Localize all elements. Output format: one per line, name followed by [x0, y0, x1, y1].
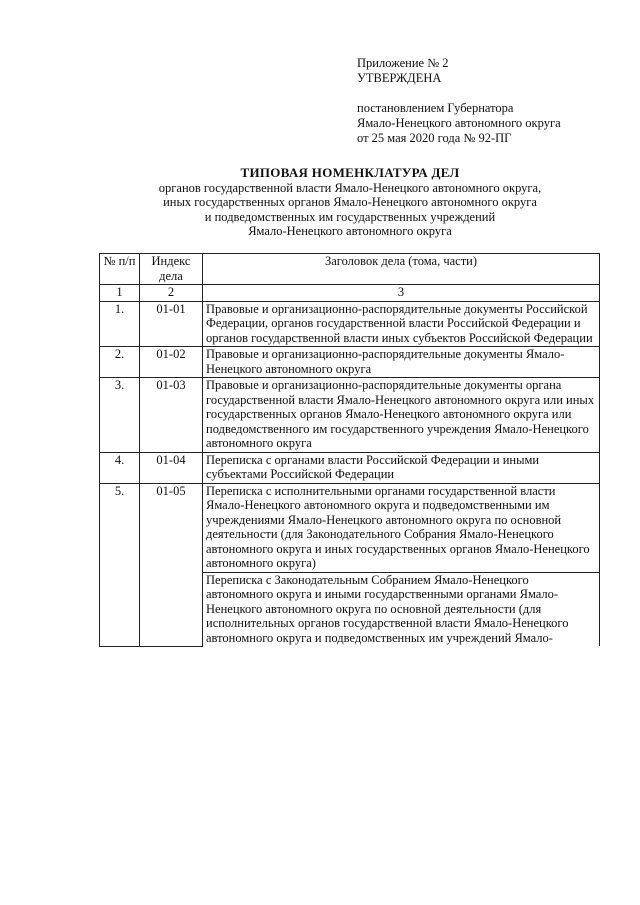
- table-row: [100, 301, 600, 347]
- row-num: 2.: [100, 347, 140, 378]
- row-index: 01-04: [140, 452, 203, 483]
- table-row: [100, 452, 600, 483]
- row-num: 3.: [100, 378, 140, 453]
- row-index: 01-01: [140, 301, 203, 347]
- column-number-row: [100, 285, 600, 302]
- row-heading: Переписка с исполнительными органами государственной власти Ямало-Ненецкого автономного округа и подведомственными им учреждениями Ямало-Ненецкого автономного округа по основной деятельности (для Законодательного Собрания Ямало-Ненецкого автономного округа и иных государственных органов Ямало-Ненецкого автономного округа): [203, 483, 600, 572]
- row-index: 01-03: [140, 378, 203, 453]
- table-row: [100, 378, 600, 453]
- title-subline-4: Ямало-Ненецкого автономного округа: [248, 224, 452, 238]
- table-row: [100, 347, 600, 378]
- row-index: 01-02: [140, 347, 203, 378]
- approval-stamp: [357, 56, 561, 146]
- column-number-2: 2: [140, 285, 203, 302]
- header-index: Индекс дела: [140, 254, 203, 285]
- row-heading: Правовые и организационно-распорядительные документы Российской Федерации, органов государственной власти Российской Федерации и органов государственной власти иных субъектов Российской Федерации: [203, 301, 600, 347]
- row-heading-alt: Переписка с Законодательным Собранием Ямало-Ненецкого автономного округа и иными государственными органами Ямало-Ненецкого автономного округа по основной деятельности (для исполнительных органов государственной власти Ямало-Ненецкого автономного округа и подведомственных им учреждений Ямало-: [203, 572, 600, 646]
- decree-date: от 25 мая 2020 года № 92-ПГ: [357, 131, 512, 145]
- decree-region: Ямало-Ненецкого автономного округа: [357, 116, 561, 130]
- row-num: 1.: [100, 301, 140, 347]
- row-heading: Правовые и организационно-распорядительные документы Ямало-Ненецкого автономного округа: [203, 347, 600, 378]
- appendix-number: Приложение № 2: [357, 56, 449, 70]
- row-num: 5.: [100, 483, 140, 646]
- row-num: 4.: [100, 452, 140, 483]
- row-heading: Правовые и организационно-распорядительные документы органа государственной власти Ямало-Ненецкого автономного округа или иных государственных органов Ямало-Ненецкого автономного округа или подведомственного им государственного учреждения Ямало-Ненецкого автономного округа: [203, 378, 600, 453]
- table-row: [100, 483, 600, 572]
- header-num: № п/п: [100, 254, 140, 285]
- title-subline-1: органов государственной власти Ямало-Ненецкого автономного округа,: [158, 180, 542, 195]
- column-number-3: 3: [203, 285, 600, 302]
- table-header-row: [100, 254, 600, 285]
- title-subline-2: иных государственных органов Ямало-Ненецкого автономного округа: [163, 195, 537, 209]
- decree-label: постановлением Губернатора: [357, 101, 514, 115]
- stamp-spacer: [357, 86, 561, 101]
- header-heading: Заголовок дела (тома, части): [203, 254, 600, 285]
- column-number-1: 1: [100, 285, 140, 302]
- nomenclature-table: [99, 253, 600, 647]
- document-title: ТИПОВАЯ НОМЕНКЛАТУРА ДЕЛ: [240, 165, 460, 180]
- approved-label: УТВЕРЖДЕНА: [357, 71, 442, 85]
- document-title-block: [90, 166, 610, 239]
- title-subline-3: и подведомственных им государственных учреждений: [204, 209, 496, 224]
- row-index: 01-05: [140, 483, 203, 646]
- row-heading: Переписка с органами власти Российской Федерации и иными субъектами Российской Федерации: [203, 452, 600, 483]
